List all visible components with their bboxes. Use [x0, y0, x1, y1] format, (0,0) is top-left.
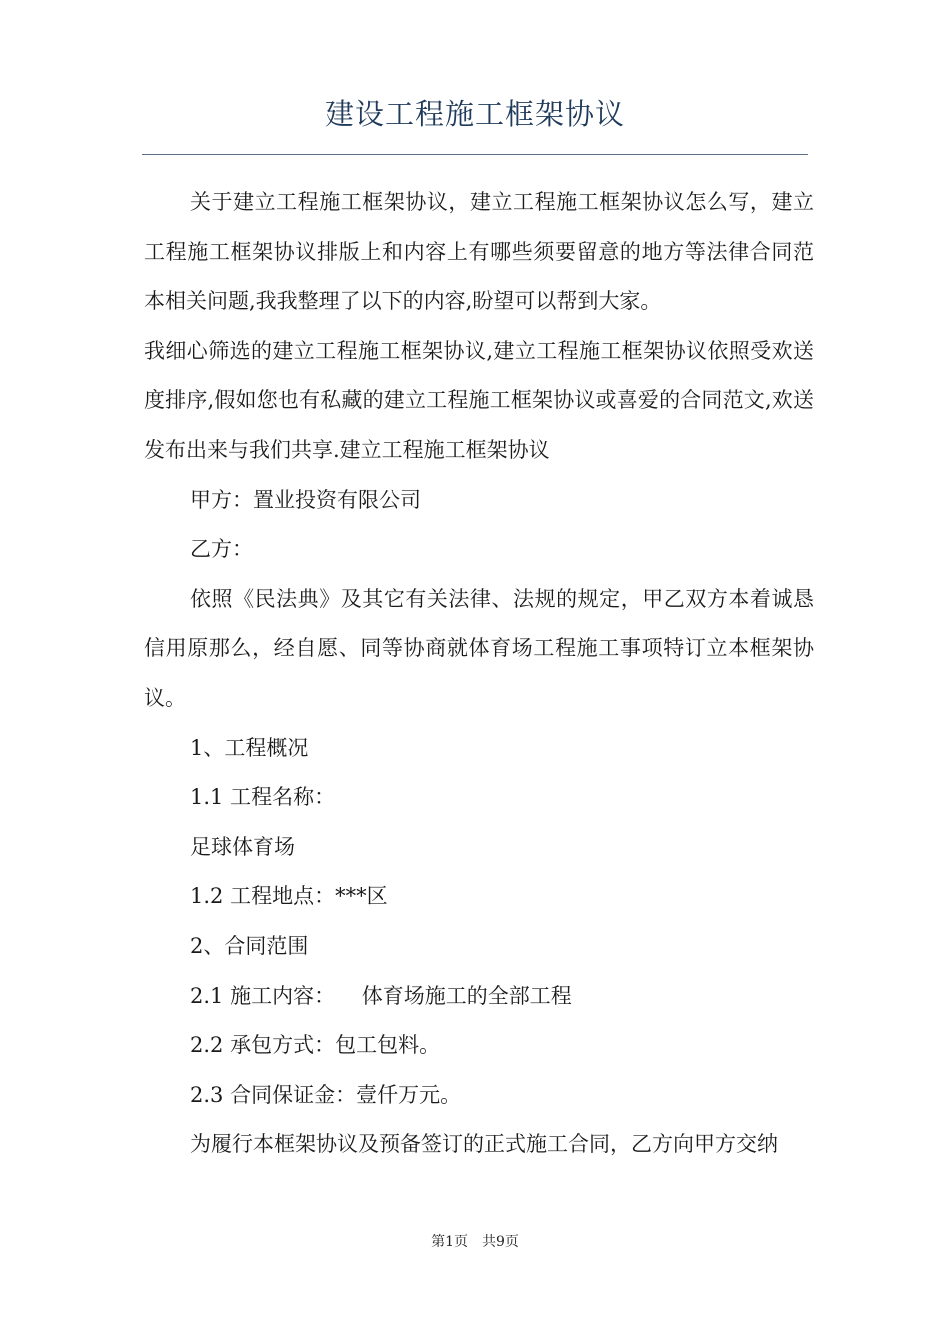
- clause-line: 1.1 工程名称：: [190, 785, 336, 810]
- party-a-line: 甲方：置业投资有限公司: [190, 487, 421, 512]
- page-total: 共9页: [482, 1234, 519, 1250]
- clause-line: 足球体育场: [190, 834, 295, 859]
- paragraph: 关于建立工程施工框架协议，建立工程施工框架协议怎么写，建立工程施工框架协议排版上和内容上有哪些须要留意的地方等法律合同范本相关问题,我我整理了以下的内容,盼望可以帮到大家。: [144, 190, 814, 314]
- section-heading: 1、工程概况: [190, 735, 309, 760]
- clause-line: 2.3 合同保证金：壹仟万元。: [190, 1082, 462, 1107]
- paragraph: 为履行本框架协议及预备签订的正式施工合同，乙方向甲方交纳: [190, 1132, 778, 1157]
- party-b-line: 乙方：: [190, 537, 253, 562]
- page-number: 第1页: [431, 1234, 468, 1250]
- page-footer: [0, 1232, 950, 1252]
- document-body: [144, 178, 814, 1170]
- clause-line: 2.2 承包方式：包工包料。: [190, 1033, 441, 1058]
- title-divider: [142, 154, 808, 155]
- paragraph: 我细心筛选的建立工程施工框架协议,建立工程施工框架协议依照受欢送度排序,假如您也有私藏的建立工程施工框架协议或喜爱的合同范文,欢送发布出来与我们共享.建立工程施工框架协议: [144, 338, 814, 462]
- clause-line: 2.1 施工内容： 体育场施工的全部工程: [190, 983, 572, 1008]
- document-title: 建设工程施工框架协议: [324, 97, 625, 131]
- clause-line: 1.2 工程地点：***区: [190, 884, 388, 909]
- section-heading: 2、合同范围: [190, 933, 309, 958]
- paragraph: 依照《民法典》及其它有关法律、法规的规定，甲乙双方本着诚恳信用原那么，经自愿、同等协商就体育场工程施工事项特订立本框架协议。: [144, 586, 814, 710]
